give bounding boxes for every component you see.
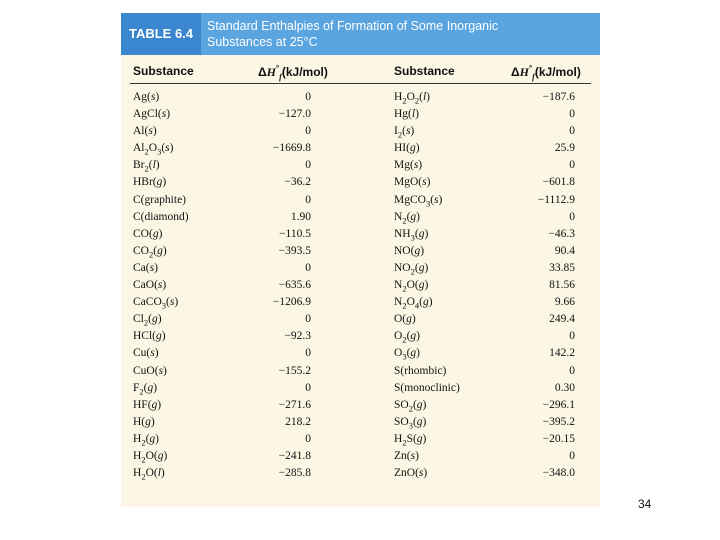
enthalpy-value-cell: −20.15 bbox=[542, 432, 575, 445]
substance-cell: HF(g) bbox=[133, 398, 162, 411]
enthalpy-value-cell: −285.8 bbox=[278, 467, 311, 480]
table-row bbox=[121, 415, 600, 432]
substance-cell: $H_2O(l)$ bbox=[133, 467, 165, 482]
substance-cell: CaO(s) bbox=[133, 279, 167, 292]
enthalpy-value-cell: 0 bbox=[305, 347, 311, 360]
enthalpy-value-cell: 0 bbox=[569, 449, 575, 462]
substance-cell: Ag(s) bbox=[133, 91, 160, 103]
substance-cell: $Al_2O_3(s)$ bbox=[133, 142, 174, 157]
enthalpy-value-cell: −155.2 bbox=[278, 364, 311, 377]
enthalpy-value-cell: 25.9 bbox=[554, 142, 575, 155]
table-row bbox=[121, 432, 600, 449]
enthalpy-value-cell: −92.3 bbox=[284, 330, 311, 343]
table-title-line1: Standard Enthalpies of Formation of Some Inorganic bbox=[207, 19, 499, 33]
table-row bbox=[121, 124, 600, 141]
table-row bbox=[121, 381, 600, 398]
enthalpy-value-cell: 81.56 bbox=[549, 279, 575, 292]
substance-cell: $F_2(g)$ bbox=[133, 381, 158, 396]
substance-cell: C(diamond) bbox=[133, 210, 189, 223]
enthalpy-value-cell: 0 bbox=[569, 364, 575, 377]
enthalpy-value-cell: 0 bbox=[305, 261, 311, 274]
substance-cell: Hg(l) bbox=[394, 108, 419, 121]
substance-cell: $H_2(g)$ bbox=[133, 432, 159, 448]
enthalpy-value-cell: −1669.8 bbox=[272, 142, 311, 155]
enthalpy-value-cell: −187.6 bbox=[542, 91, 575, 103]
enthalpy-value-cell: −1206.9 bbox=[272, 296, 311, 309]
substance-cell: S(rhombic) bbox=[394, 364, 447, 377]
enthalpy-value-cell: −348.0 bbox=[542, 467, 575, 480]
substance-cell: $Br_2(l)$ bbox=[133, 159, 160, 174]
table-header-bar bbox=[121, 13, 600, 55]
table-row bbox=[121, 449, 600, 466]
table-row bbox=[121, 158, 600, 175]
enthalpy-value-cell: 90.4 bbox=[554, 244, 575, 257]
substance-cell: CaCO$_3$(s) bbox=[133, 296, 179, 311]
table-row bbox=[121, 364, 600, 381]
enthalpy-value-cell: 0 bbox=[569, 108, 575, 121]
enthalpy-value-cell: −393.5 bbox=[278, 244, 311, 257]
table-row bbox=[121, 398, 600, 415]
substance-cell: Zn(s) bbox=[394, 449, 419, 462]
table-row bbox=[121, 227, 600, 244]
substance-cell: AgCl(s) bbox=[133, 108, 171, 121]
substance-cell: $Cl_2(g)$ bbox=[133, 313, 162, 328]
enthalpy-value-cell: 0 bbox=[305, 313, 311, 326]
enthalpy-value-cell: 0 bbox=[569, 159, 575, 172]
column-header-enthalpy-right: $\Delta H^\circ_f(kJ/mol)$ bbox=[511, 64, 581, 82]
enthalpy-value-cell: 0 bbox=[305, 91, 311, 103]
table-row bbox=[121, 141, 600, 158]
enthalpy-value-cell: −36.2 bbox=[284, 176, 311, 189]
substance-cell: HI(g) bbox=[394, 142, 420, 155]
enthalpy-value-cell: −271.6 bbox=[278, 398, 311, 411]
table-row bbox=[121, 466, 600, 483]
substance-cell: H(g) bbox=[133, 415, 155, 428]
enthalpy-value-cell: −635.6 bbox=[278, 279, 311, 292]
enthalpy-value-cell: −241.8 bbox=[278, 449, 311, 462]
enthalpy-value-cell: 218.2 bbox=[285, 415, 311, 428]
substance-cell: $N_2O(g)$ bbox=[394, 279, 429, 294]
header-rule bbox=[130, 83, 591, 84]
enthalpy-value-cell: 0 bbox=[305, 432, 311, 445]
enthalpy-value-cell: −395.2 bbox=[542, 415, 575, 428]
substance-cell: Cu(s) bbox=[133, 347, 159, 360]
table-title bbox=[207, 19, 597, 50]
substance-cell: $H_2S(g)$ bbox=[394, 432, 427, 448]
substance-cell: $NO_2(g)$ bbox=[394, 261, 429, 277]
page-number: 34 bbox=[638, 497, 652, 511]
enthalpy-value-cell: 1.90 bbox=[290, 210, 311, 223]
table-row bbox=[121, 90, 600, 107]
substance-cell: CuO(s) bbox=[133, 364, 167, 377]
substance-cell: O(g) bbox=[394, 313, 416, 326]
substance-cell: $I_2(s)$ bbox=[394, 125, 415, 140]
substance-cell: $NH_3(g)$ bbox=[394, 227, 429, 243]
table-row bbox=[121, 261, 600, 278]
table-row bbox=[121, 175, 600, 192]
enthalpy-value-cell: −1112.9 bbox=[537, 193, 575, 206]
enthalpy-value-cell: 0 bbox=[305, 381, 311, 394]
enthalpy-value-cell: 33.85 bbox=[549, 261, 575, 274]
enthalpy-value-cell: −110.5 bbox=[279, 227, 311, 240]
enthalpy-value-cell: 0.30 bbox=[554, 381, 575, 394]
substance-cell: $O_2(g)$ bbox=[394, 330, 420, 345]
enthalpy-value-cell: 9.66 bbox=[554, 296, 575, 309]
enthalpy-value-cell: 0 bbox=[305, 193, 311, 206]
substance-cell: $O_3(g)$ bbox=[394, 347, 420, 362]
substance-cell: HCl(g) bbox=[133, 330, 166, 343]
substance-cell: MgCO$_3$(s) bbox=[394, 193, 443, 208]
table-row bbox=[121, 329, 600, 346]
substance-cell: $CO_2(g)$ bbox=[133, 244, 167, 260]
substance-cell: $H_2O_2(l)$ bbox=[394, 91, 431, 106]
column-header-enthalpy-left: $\Delta H^\circ_f(kJ/mol)$ bbox=[258, 64, 328, 82]
substance-cell: Al(s) bbox=[133, 125, 157, 138]
substance-cell: $N_2O_4(g)$ bbox=[394, 296, 433, 311]
column-header-substance-right: Substance bbox=[394, 64, 455, 78]
table-body bbox=[121, 90, 600, 483]
table-row bbox=[121, 107, 600, 124]
substance-cell: CO(g) bbox=[133, 227, 163, 240]
enthalpy-table bbox=[121, 13, 600, 507]
table-row bbox=[121, 312, 600, 329]
substance-cell: $H_2O(g)$ bbox=[133, 449, 168, 465]
table-title-line2: Substances at 25°C bbox=[207, 34, 318, 49]
substance-cell: ZnO(s) bbox=[394, 467, 428, 480]
enthalpy-value-cell: 0 bbox=[305, 159, 311, 172]
table-row bbox=[121, 244, 600, 261]
enthalpy-value-cell: −601.8 bbox=[542, 176, 575, 189]
enthalpy-value-cell: 0 bbox=[569, 125, 575, 138]
enthalpy-value-cell: 249.4 bbox=[549, 313, 575, 326]
enthalpy-value-cell: 0 bbox=[569, 330, 575, 343]
enthalpy-value-cell: −127.0 bbox=[278, 108, 311, 121]
substance-cell: $SO_2(g)$ bbox=[394, 398, 427, 413]
enthalpy-value-cell: −46.3 bbox=[548, 227, 575, 240]
substance-cell: Ca(s) bbox=[133, 261, 158, 274]
table-label: TABLE 6.4 bbox=[121, 13, 201, 55]
table-row bbox=[121, 193, 600, 210]
table-row bbox=[121, 210, 600, 227]
substance-cell: HBr(g) bbox=[133, 176, 167, 189]
substance-cell: NO(g) bbox=[394, 244, 425, 257]
column-header-substance-left: Substance bbox=[133, 64, 194, 78]
enthalpy-value-cell: 142.2 bbox=[549, 347, 575, 360]
table-row bbox=[121, 295, 600, 312]
substance-cell: S(monoclinic) bbox=[394, 381, 460, 394]
enthalpy-value-cell: 0 bbox=[569, 210, 575, 223]
substance-cell: MgO(s) bbox=[394, 176, 431, 189]
enthalpy-value-cell: −296.1 bbox=[542, 398, 575, 411]
table-row bbox=[121, 278, 600, 295]
table-row bbox=[121, 346, 600, 363]
substance-cell: Mg(s) bbox=[394, 159, 423, 172]
enthalpy-value-cell: 0 bbox=[305, 125, 311, 138]
substance-cell: $N_2(g)$ bbox=[394, 210, 420, 225]
substance-cell: $SO_3(g)$ bbox=[394, 415, 427, 431]
substance-cell: C(graphite) bbox=[133, 193, 187, 206]
